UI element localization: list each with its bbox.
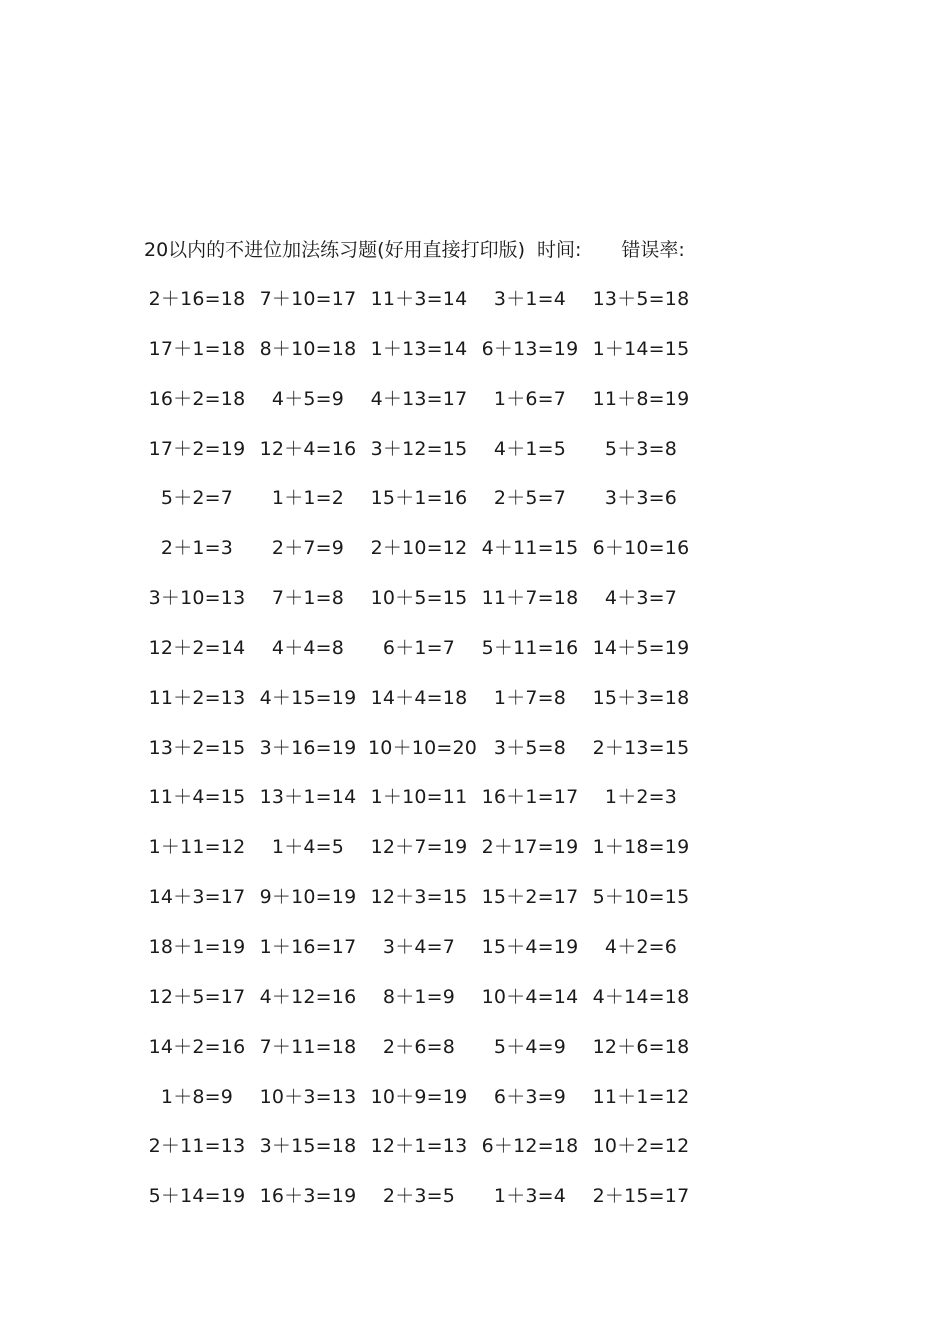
problem-equation: 13＋1=14 [259, 786, 357, 809]
problem-equation: 8＋1=9 [382, 985, 456, 1008]
problem-equation: 13＋5=18 [592, 288, 690, 310]
problem-equation: 12＋1=13 [370, 1135, 468, 1158]
problem-equation: 5＋10=15 [592, 886, 690, 909]
problem-equation: 2＋5=7 [493, 487, 567, 510]
problem-equation: 12＋3=15 [370, 886, 468, 909]
problem-equation: 2＋13=15 [592, 736, 690, 759]
problem-row [150, 434, 710, 484]
problem-equation: 4＋2=6 [604, 935, 678, 958]
problem-equation: 4＋15=19 [259, 686, 357, 709]
problem-equation: 10＋4=14 [481, 985, 579, 1008]
problem-equation: 7＋10=17 [259, 288, 357, 310]
problem-equation: 3＋5=8 [493, 736, 567, 759]
problem-equation: 4＋1=5 [493, 437, 567, 460]
problem-equation: 7＋1=8 [271, 587, 345, 610]
problem-row [150, 583, 710, 633]
problem-equation: 5＋11=16 [481, 636, 579, 659]
problem-row [150, 334, 710, 384]
problem-row [150, 1181, 710, 1231]
problem-equation: 11＋1=12 [592, 1085, 690, 1108]
problem-row [150, 932, 710, 982]
problem-equation: 2＋15=17 [592, 1185, 690, 1208]
problem-equation: 3＋3=6 [604, 487, 678, 510]
problem-equation: 7＋11=18 [259, 1035, 357, 1058]
problem-equation: 12＋7=19 [370, 836, 468, 859]
problem-equation: 4＋5=9 [271, 387, 345, 410]
problem-equation: 15＋3=18 [592, 686, 690, 709]
problem-equation: 14＋4=18 [370, 686, 468, 709]
problem-equation: 4＋14=18 [592, 985, 690, 1008]
error-rate-label: 错误率: [621, 239, 685, 261]
problem-equation: 4＋11=15 [481, 537, 579, 560]
problem-equation: 14＋3=17 [148, 886, 246, 909]
problem-equation: 17＋2=19 [148, 437, 246, 460]
problem-equation: 10＋3=13 [259, 1085, 357, 1108]
problem-row [150, 533, 710, 583]
problem-equation: 16＋2=18 [148, 387, 246, 410]
problem-equation: 1＋18=19 [592, 836, 690, 859]
problem-equation: 10＋2=12 [592, 1135, 690, 1158]
problem-row [150, 1032, 710, 1082]
problem-row [150, 832, 710, 882]
problem-equation: 5＋4=9 [493, 1035, 567, 1058]
problem-equation: 12＋6=18 [592, 1035, 690, 1058]
problem-equation: 1＋13=14 [370, 337, 468, 360]
problem-equation: 5＋14=19 [148, 1185, 246, 1208]
problem-equation: 3＋10=13 [148, 587, 246, 610]
problem-equation: 10＋5=15 [370, 587, 468, 610]
problem-equation: 16＋1=17 [481, 786, 579, 809]
problem-equation: 1＋8=9 [160, 1085, 234, 1108]
problem-equation: 2＋17=19 [481, 836, 579, 859]
problem-equation: 6＋12=18 [481, 1135, 579, 1158]
problem-equation: 2＋11=13 [148, 1135, 246, 1158]
problem-equation: 10＋9=19 [370, 1085, 468, 1108]
problem-equation: 12＋4=16 [259, 437, 357, 460]
problem-equation: 11＋2=13 [148, 686, 246, 709]
problem-equation: 1＋6=7 [493, 387, 567, 410]
problem-equation: 2＋1=3 [160, 537, 234, 560]
problem-equation: 2＋7=9 [271, 537, 345, 560]
problem-equation: 11＋7=18 [481, 587, 579, 610]
problem-row [150, 483, 710, 533]
problem-equation: 15＋1=16 [370, 487, 468, 510]
problem-row [150, 284, 710, 334]
problem-equation: 1＋14=15 [592, 337, 690, 360]
problem-equation: 15＋4=19 [481, 935, 579, 958]
problem-row [150, 1131, 710, 1181]
problem-equation: 2＋10=12 [370, 537, 468, 560]
problem-equation: 11＋8=19 [592, 387, 690, 410]
problem-equation: 13＋2=15 [148, 736, 246, 759]
problem-equation: 14＋5=19 [592, 636, 690, 659]
problem-equation: 4＋3=7 [604, 587, 678, 610]
problem-equation: 3＋4=7 [382, 935, 456, 958]
problem-equation: 3＋15=18 [259, 1135, 357, 1158]
problem-equation: 8＋10=18 [259, 337, 357, 360]
worksheet-title: 20以内的不进位加法练习题(好用直接打印版) [144, 239, 526, 261]
problem-equation: 6＋1=7 [382, 636, 456, 659]
problem-equation: 1＋10=11 [370, 786, 468, 809]
problem-equation: 1＋3=4 [493, 1185, 567, 1208]
problem-row [150, 882, 710, 932]
problem-equation: 3＋16=19 [259, 736, 357, 759]
problem-equation: 12＋2=14 [148, 636, 246, 659]
problem-equation: 2＋6=8 [382, 1035, 456, 1058]
problem-equation: 3＋1=4 [493, 288, 567, 310]
problem-equation: 10＋10=20 [368, 736, 478, 759]
problem-equation: 9＋10=19 [259, 886, 357, 909]
problem-row [150, 733, 710, 783]
problem-equation: 4＋13=17 [370, 387, 468, 410]
problem-equation: 2＋3=5 [382, 1185, 456, 1208]
problem-equation: 1＋11=12 [148, 836, 246, 859]
problem-equation: 2＋16=18 [148, 288, 246, 310]
problem-equation: 1＋2=3 [604, 786, 678, 809]
problem-equation: 1＋1=2 [271, 487, 345, 510]
problem-row [150, 782, 710, 832]
problem-row [150, 384, 710, 434]
problem-row [150, 1082, 710, 1132]
worksheet-header [144, 236, 685, 264]
problem-equation: 18＋1=19 [148, 935, 246, 958]
problem-equation: 4＋12=16 [259, 985, 357, 1008]
problem-equation: 6＋3=9 [493, 1085, 567, 1108]
problem-equation: 6＋10=16 [592, 537, 690, 560]
problem-equation: 16＋3=19 [259, 1185, 357, 1208]
time-label: 时间: [537, 239, 582, 261]
problem-equation: 5＋3=8 [604, 437, 678, 460]
problem-equation: 5＋2=7 [160, 487, 234, 510]
problem-equation: 1＋16=17 [259, 935, 357, 958]
problem-grid [150, 284, 710, 1231]
problem-equation: 14＋2=16 [148, 1035, 246, 1058]
problem-equation: 1＋7=8 [493, 686, 567, 709]
problem-equation: 4＋4=8 [271, 636, 345, 659]
problem-row [150, 683, 710, 733]
problem-equation: 3＋12=15 [370, 437, 468, 460]
problem-row [150, 633, 710, 683]
problem-equation: 17＋1=18 [148, 337, 246, 360]
problem-equation: 11＋3=14 [370, 288, 468, 310]
problem-equation: 1＋4=5 [271, 836, 345, 859]
problem-equation: 12＋5=17 [148, 985, 246, 1008]
problem-row [150, 982, 710, 1032]
problem-equation: 15＋2=17 [481, 886, 579, 909]
problem-equation: 11＋4=15 [148, 786, 246, 809]
problem-equation: 6＋13=19 [481, 337, 579, 360]
